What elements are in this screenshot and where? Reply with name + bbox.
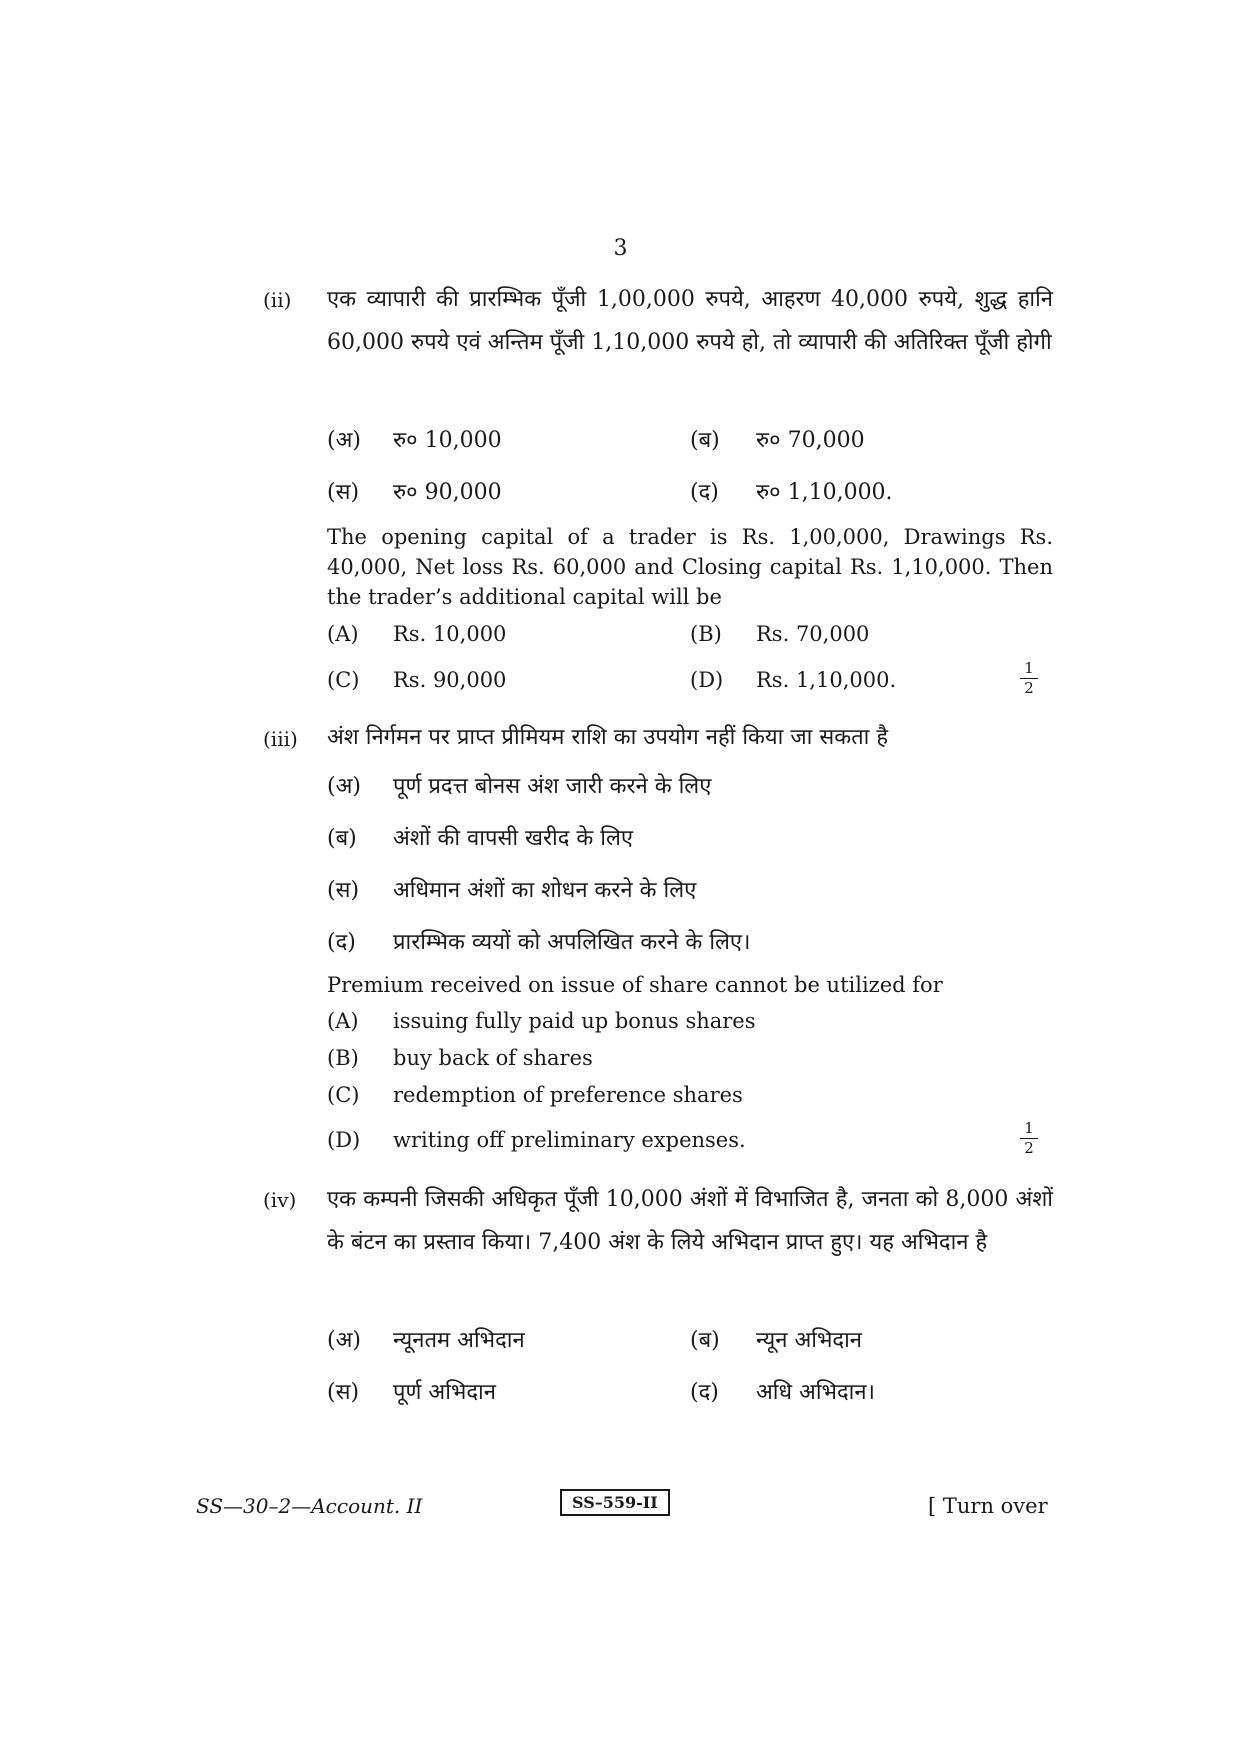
option [690,622,869,646]
option-text: पूर्ण अभिदान [393,1380,496,1405]
option-label: (C) [327,1083,360,1107]
marks-denominator: 2 [1024,679,1034,697]
option-label: (C) [327,668,360,692]
option [327,926,750,956]
option-text: Rs. 1,10,000. [756,668,897,692]
option-label: (A) [327,622,359,646]
option-text: न्यूनतम अभिदान [393,1328,525,1353]
option-label: (द) [690,480,719,505]
marks-denominator: 2 [1024,1139,1034,1157]
marks-numerator: 1 [1024,1119,1034,1137]
question-number: (iii) [263,727,298,751]
page-number: 3 [613,236,628,261]
option-label: (द) [690,1380,719,1405]
option-label: (अ) [327,1328,361,1353]
option-text: redemption of preference shares [393,1083,743,1107]
option-label: (B) [327,1046,359,1070]
option-label: (A) [327,1009,359,1033]
marks-fraction [1018,1120,1040,1157]
option-label: (स) [327,1380,360,1405]
option-text: रु० 90,000 [393,480,502,505]
option-label: (स) [327,480,360,505]
option-text: Rs. 90,000 [393,668,507,692]
option-label: (ब) [690,428,720,453]
option [327,1009,756,1033]
option-text: रु० 10,000 [393,428,502,453]
option-text: रु० 1,10,000. [756,480,893,505]
option [690,668,896,692]
option-text: अंशों की वापसी खरीद के लिए [393,826,634,851]
option [327,1324,525,1354]
option-text: रु० 70,000 [756,428,865,453]
question-hindi-text: अंश निर्गमन पर प्राप्त प्रीमियम राशि का उपयोग नहीं किया जा सकता है [327,725,889,750]
option [327,1046,593,1070]
marks-fraction [1018,660,1040,697]
option-label: (ब) [327,826,357,851]
option-text: प्रारम्भिक व्ययों को अपलिखित करने के लिए। [393,930,751,955]
option-text: पूर्ण प्रदत्त बोनस अंश जारी करने के लिए [393,774,712,799]
option-label: (द) [327,930,356,955]
question-hindi-text: एक कम्पनी जिसकी अधिकृत पूँजी 10,000 अंशों में विभाजित है, जनता को 8,000 अंशों के बंटन का प्रस्ताव किया। 7,400 अंश के लिये अभिदान प्राप्त हुए। यह अभिदान है [327,1187,1053,1255]
option [327,424,502,454]
option [690,424,865,454]
option [690,1324,862,1354]
option [690,476,893,506]
option-text: अधिमान अंशों का शोधन करने के लिए [393,878,697,903]
option [327,1376,496,1406]
option-label: (D) [690,668,724,692]
option-label: (ब) [690,1328,720,1353]
option [327,822,633,852]
footer-turn-over: [ Turn over [928,1494,1048,1518]
option-text: issuing fully paid up bonus shares [393,1009,756,1033]
option-label: (अ) [327,428,361,453]
question-english-text: Premium received on issue of share cannot be utilized for [327,973,943,997]
question-english-text: The opening capital of a trader is Rs. 1,00,000, Drawings Rs. 40,000, Net loss Rs. 60,000 and Closing capital Rs. 1,10,000. Then the trader’s additional capital will be [327,525,1053,609]
footer-series-code: SS–559-II [560,1489,670,1516]
question-number: (iv) [263,1188,297,1212]
option [327,1128,746,1152]
option-text: Rs. 70,000 [756,622,870,646]
option-label: (अ) [327,774,361,799]
option [327,1083,743,1107]
option-text: न्यून अभिदान [756,1328,863,1353]
option [327,476,502,506]
option-text: Rs. 10,000 [393,622,507,646]
option-label: (D) [327,1128,361,1152]
option-label: (स) [327,878,360,903]
question-hindi-text: एक व्यापारी की प्रारम्भिक पूँजी 1,00,000 रुपये, आहरण 40,000 रुपये, शुद्ध हानि 60,000 रुपये एवं अन्तिम पूँजी 1,10,000 रुपये हो, तो व्यापारी की अतिरिक्त पूँजी होगी [327,287,1053,355]
option-text: अधि अभिदान। [756,1380,875,1405]
option [327,668,506,692]
option [327,770,711,800]
question-number: (ii) [263,288,292,312]
option [327,622,506,646]
option-text: writing off preliminary expenses. [393,1128,746,1152]
option-label: (B) [690,622,722,646]
option-text: buy back of shares [393,1046,593,1070]
option [690,1376,875,1406]
option [327,874,696,904]
marks-numerator: 1 [1024,659,1034,677]
footer-paper-code: SS—30–2—Account. II [196,1494,423,1518]
